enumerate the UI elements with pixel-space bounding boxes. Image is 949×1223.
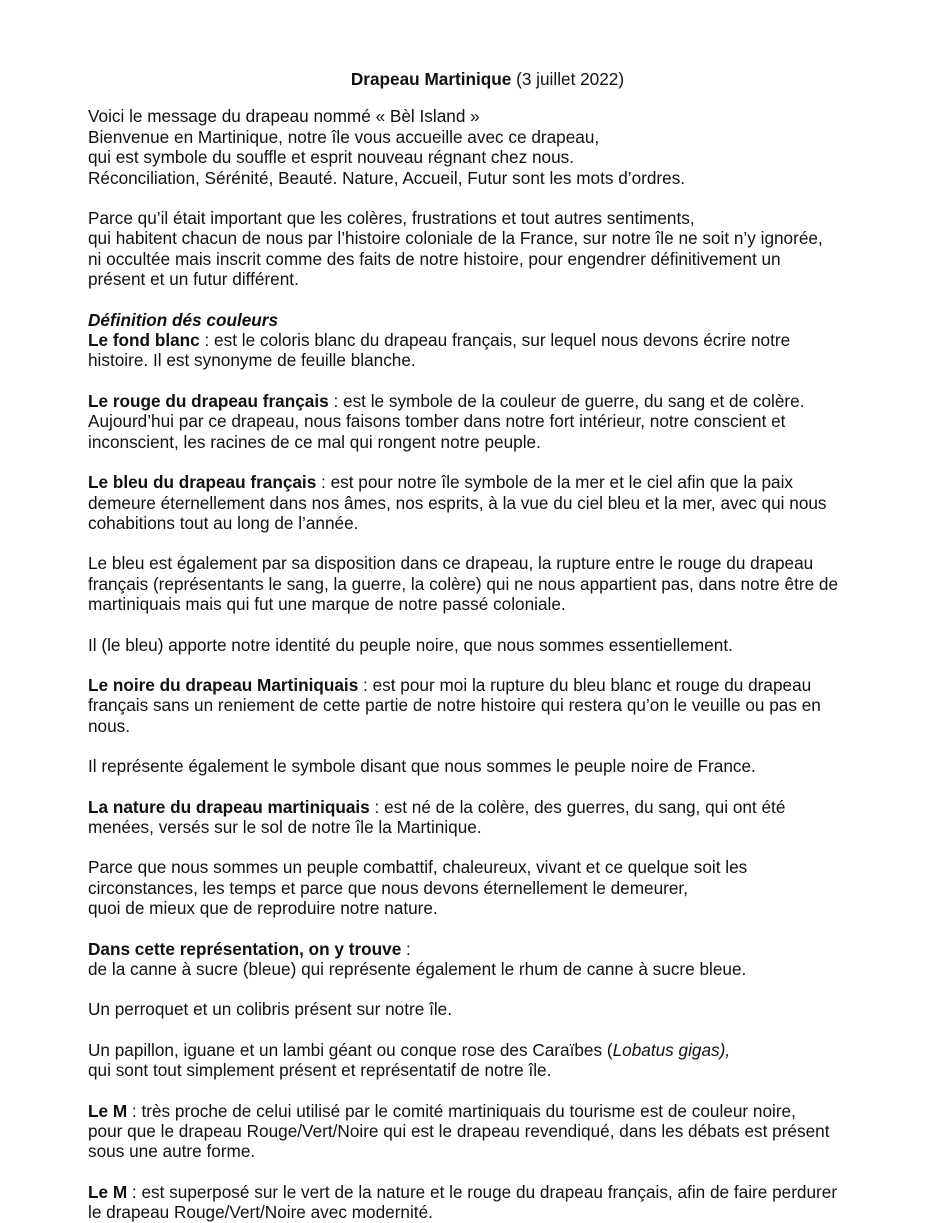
bleu-paragraph-2 bbox=[88, 553, 869, 614]
nature-paragraph-2 bbox=[88, 857, 869, 918]
context-paragraph bbox=[88, 208, 869, 290]
paragraph-line: histoire. Il est synonyme de feuille blanche. bbox=[88, 350, 416, 371]
paragraph-line: Le bleu est également par sa disposition dans ce drapeau, la rupture entre le rouge du drapeau bbox=[88, 553, 814, 574]
m-paragraph-2 bbox=[88, 1182, 869, 1223]
intro-line: Voici le message du drapeau nommé « Bèl Island » bbox=[88, 106, 480, 127]
paragraph-line: Un papillon, iguane et un lambi géant ou conque rose des Caraïbes ( bbox=[88, 1039, 613, 1060]
paragraph-line: inconscient, les racines de ce mal qui rongent notre peuple. bbox=[88, 431, 541, 452]
paragraph-line: circonstances, les temps et parce que nous devons éternellement le demeurer, bbox=[88, 877, 688, 898]
paragraph-line: Parce qu’il était important que les colères, frustrations et tout autres sentiments, bbox=[88, 208, 695, 229]
title-text: Drapeau Martinique bbox=[350, 69, 512, 89]
intro-line: Bienvenue en Martinique, notre île vous accueille avec ce drapeau, bbox=[88, 126, 600, 147]
rouge-paragraph bbox=[88, 391, 869, 452]
paragraph-line: : très proche de celui utilisé par le comité martiniquais du tourisme est de couleur noire, bbox=[127, 1100, 796, 1121]
paragraph-line: sous une autre forme. bbox=[88, 1141, 256, 1162]
species-name: Lobatus gigas), bbox=[612, 1039, 731, 1060]
paragraph-line: : est pour moi la rupture du bleu blanc et rouge du drapeau bbox=[358, 674, 812, 695]
paragraph-line: le drapeau Rouge/Vert/Noire avec modernité. bbox=[88, 1202, 433, 1223]
title-date: (3 juillet 2022) bbox=[516, 69, 625, 89]
perroquet-paragraph: Un perroquet et un colibris présent sur notre île. bbox=[88, 999, 452, 1020]
fond-blanc-paragraph bbox=[88, 330, 869, 371]
noire-paragraph-2: Il représente également le symbole disant que nous sommes le peuple noire de France. bbox=[88, 756, 756, 777]
m-paragraph-1 bbox=[88, 1101, 869, 1162]
paragraph-line: pour que le drapeau Rouge/Vert/Noire qui est le drapeau revendiqué, dans les débats est présent bbox=[88, 1121, 830, 1142]
paragraph-line: demeure éternellement dans nos âmes, nos esprits, à la vue du ciel bleu et la mer, avec qui nous bbox=[88, 492, 827, 513]
nature-paragraph bbox=[88, 797, 869, 838]
intro-line: qui est symbole du souffle et esprit nouveau régnant chez nous. bbox=[88, 147, 575, 168]
paragraph-line: quoi de mieux que de reproduire notre nature. bbox=[88, 898, 438, 919]
paragraph-line: ni occultée mais inscrit comme des faits de notre histoire, pour engendrer définitivement un bbox=[88, 248, 781, 269]
bleu-label: Le bleu du drapeau français bbox=[88, 472, 317, 493]
paragraph-line: de la canne à sucre (bleue) qui représente également le rhum de canne à sucre bleue. bbox=[88, 959, 747, 979]
paragraph-line: qui habitent chacun de nous par l’histoire coloniale de la France, sur notre île ne soit n’y ignorée, bbox=[88, 228, 823, 249]
paragraph-line: français sans un reniement de cette partie de notre histoire qui restera qu’on le veuille ou pas en bbox=[88, 695, 821, 716]
rouge-label: Le rouge du drapeau français bbox=[88, 390, 329, 411]
intro-paragraph bbox=[88, 106, 869, 188]
paragraph-line: Parce que nous sommes un peuple combattif, chaleureux, vivant et ce quelque soit les bbox=[88, 857, 748, 878]
bleu-paragraph bbox=[88, 472, 869, 533]
fond-blanc-label: Le fond blanc bbox=[88, 330, 200, 351]
paragraph-line: : est le symbole de la couleur de guerre, du sang et de colère. bbox=[328, 390, 805, 411]
paragraph-line: français (représentants le sang, la guerre, la colère) qui ne nous appartient pas, dans notre être de bbox=[88, 573, 839, 594]
paragraph-line: menées, versés sur le sol de notre île la Martinique. bbox=[88, 816, 482, 837]
representation-paragraph bbox=[88, 939, 869, 980]
paragraph-line: qui sont tout simplement présent et représentatif de notre île. bbox=[88, 1060, 552, 1081]
noire-label: Le noire du drapeau Martiniquais bbox=[88, 674, 359, 695]
paragraph-line: cohabitions tout au long de l’année. bbox=[88, 512, 359, 533]
paragraph-line: martiniquais mais qui fut une marque de notre passé coloniale. bbox=[88, 594, 566, 615]
page-title bbox=[88, 69, 869, 89]
paragraph-line: : est pour notre île symbole de la mer et le ciel afin que la paix bbox=[316, 472, 794, 493]
paragraph-line: : est superposé sur le vert de la nature et le rouge du drapeau français, afin de faire perdurer bbox=[127, 1181, 838, 1202]
representation-label: Dans cette représentation, on y trouve bbox=[88, 938, 402, 959]
representation-colon: : bbox=[401, 938, 411, 959]
section-heading: Définition dés couleurs bbox=[88, 309, 279, 330]
paragraph-line: : est né de la colère, des guerres, du sang, qui ont été bbox=[369, 796, 786, 817]
paragraph-line: présent et un futur différent. bbox=[88, 269, 299, 290]
papillon-paragraph bbox=[88, 1040, 869, 1081]
noire-paragraph bbox=[88, 675, 869, 736]
m-label: Le M bbox=[88, 1100, 128, 1121]
m-label: Le M bbox=[88, 1181, 128, 1202]
bleu-paragraph-3: Il (le bleu) apporte notre identité du peuple noire, que nous sommes essentiellement. bbox=[88, 634, 733, 655]
paragraph-line: Aujourd’hui par ce drapeau, nous faisons tomber dans notre fort intérieur, notre conscient et bbox=[88, 411, 786, 432]
intro-line: Réconciliation, Sérénité, Beauté. Nature, Accueil, Futur sont les mots d’ordres. bbox=[88, 167, 686, 188]
paragraph-line: nous. bbox=[88, 715, 131, 736]
nature-label: La nature du drapeau martiniquais bbox=[88, 796, 370, 817]
paragraph-line: : est le coloris blanc du drapeau français, sur lequel nous devons écrire notre bbox=[199, 330, 791, 351]
